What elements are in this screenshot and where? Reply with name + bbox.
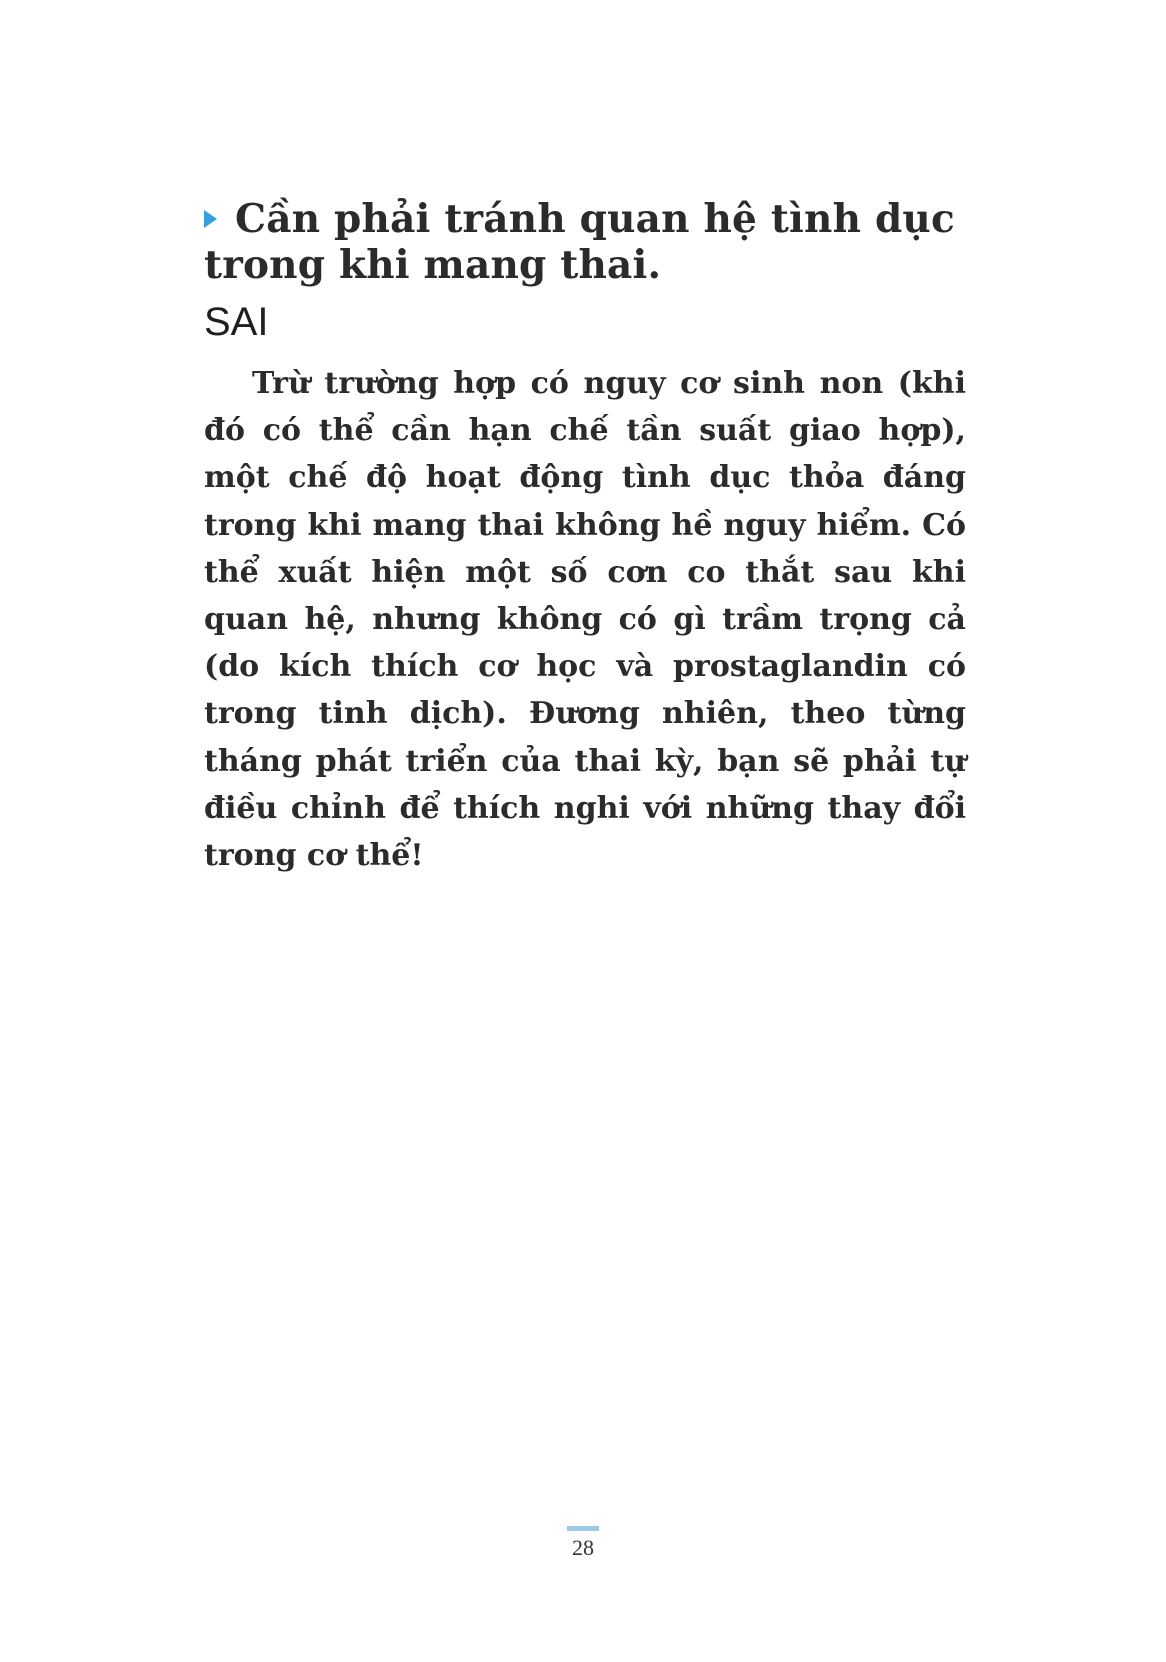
page-number: 28 (572, 1535, 594, 1560)
triangle-right-icon (204, 210, 217, 228)
page-content (204, 196, 966, 879)
section-heading (204, 196, 966, 288)
verdict-label: SAI (204, 300, 269, 344)
heading-text: Cần phải tránh quan hệ tình dục trong khi mang thai. (204, 196, 955, 288)
page-footer (0, 1526, 1166, 1561)
page-marker (567, 1526, 599, 1531)
body-paragraph: Trừ trường hợp có nguy cơ sinh non (khi đó có thể cần hạn chế tần suất giao hợp), một chế độ hoạt động tình dục thỏa đáng trong khi mang thai không hề nguy hiểm. Có thể xuất hiện một số cơn co thắt sau khi quan hệ, nhưng không có gì trầm trọng cả (do kích thích cơ học và prostaglandin có trong tinh dịch). Đương nhiên, theo từng tháng phát triển của thai kỳ, bạn sẽ phải tự điều chỉnh để thích nghi với những thay đổi trong cơ thể! (204, 366, 966, 874)
